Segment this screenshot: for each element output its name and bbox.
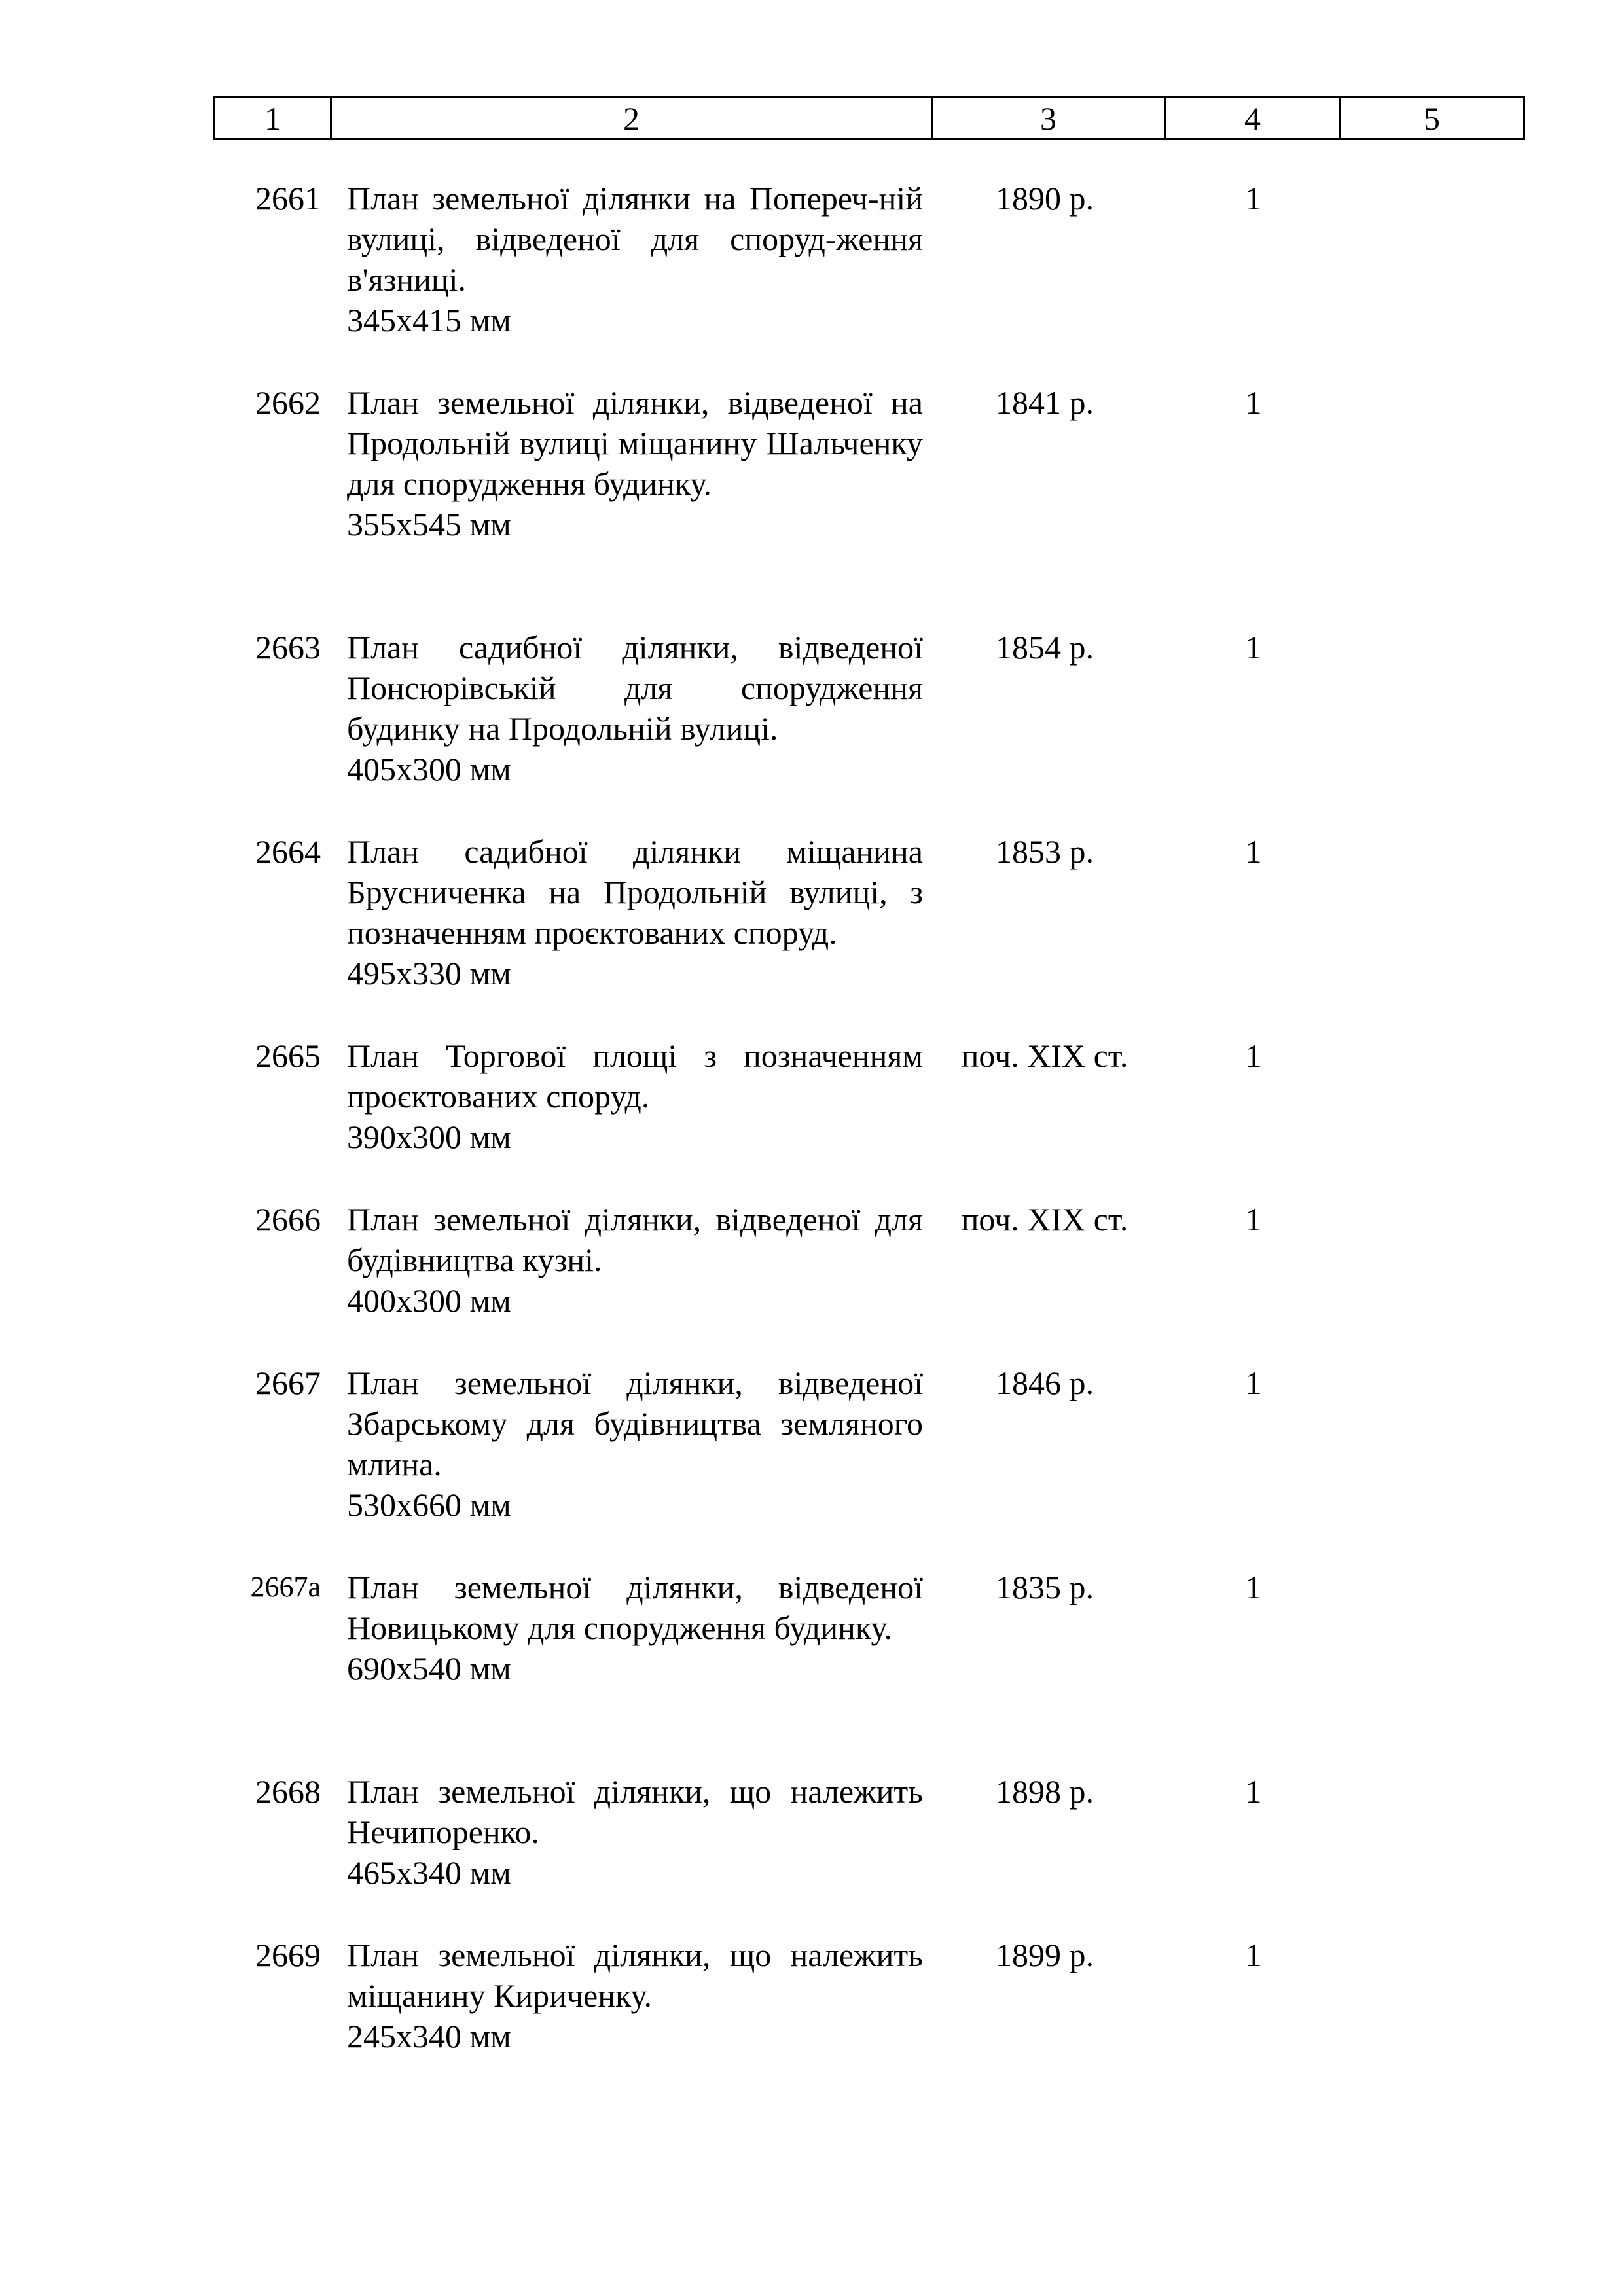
entry-dimensions: 400х300 мм [347, 1282, 511, 1319]
entry-dimensions: 405х300 мм [347, 751, 511, 787]
entry-description-block [347, 1567, 923, 1689]
entry-number: 2669 [255, 1937, 321, 1973]
entry-number: 2664 [255, 833, 321, 870]
entry-description-block [347, 1935, 923, 2056]
entry-description: План садибної ділянки, відведеної Понсюрівській для спорудження будинку на Продольній вулиці. [347, 629, 923, 747]
entry-dimensions: 495х330 мм [347, 955, 511, 992]
entry-description-block [347, 1771, 923, 1893]
column-header-2: 2 [331, 98, 932, 139]
entry-count: 1 [1245, 1773, 1262, 1810]
entry-date: поч. ХІХ ст. [961, 1037, 1128, 1074]
entry-description: План земельної ділянки, що належить міщанину Кириченку. [347, 1937, 923, 2014]
entry-description-block [347, 1363, 923, 1525]
entry-count: 1 [1245, 180, 1262, 217]
entry-number: 2663 [255, 629, 321, 666]
column-header-3: 3 [932, 98, 1165, 139]
entry-number: 2666 [255, 1201, 321, 1238]
entry-description: План земельної ділянки, відведеної Новицькому для спорудження будинку. [347, 1569, 923, 1646]
entry-number: 2662 [255, 384, 321, 421]
entry-dimensions: 345х415 мм [347, 302, 511, 338]
entry-dimensions: 245х340 мм [347, 2018, 511, 2054]
entry-count: 1 [1245, 629, 1262, 666]
entry-description: План Торгової площі з позначенням проєктованих споруд. [347, 1037, 923, 1115]
column-header-table [213, 96, 1525, 140]
column-header-4: 4 [1165, 98, 1341, 139]
entry-dimensions: 390х300 мм [347, 1119, 511, 1155]
entry-count: 1 [1245, 833, 1262, 870]
entry-description-block [347, 627, 923, 789]
entry-date: 1846 р. [996, 1365, 1094, 1401]
column-header-5: 5 [1341, 98, 1524, 139]
entry-description: План земельної ділянки на Попереч-ній вулиці, відведеної для споруд-ження в'язниці. [347, 180, 923, 298]
entry-date: 1841 р. [996, 384, 1094, 421]
entry-count: 1 [1245, 384, 1262, 421]
entry-description-block [347, 1199, 923, 1321]
column-header-row [215, 98, 1524, 139]
column-header-1: 1 [215, 98, 331, 139]
entry-count: 1 [1245, 1201, 1262, 1238]
entry-description: План садибної ділянки міщанина Брусниченка на Продольній вулиці, з позначенням проєктованих споруд. [347, 833, 923, 951]
entry-number: 2667а [250, 1571, 321, 1603]
entry-date: 1835 р. [996, 1569, 1094, 1605]
entry-dimensions: 690х540 мм [347, 1650, 511, 1687]
entry-dimensions: 530х660 мм [347, 1486, 511, 1523]
entry-date: 1898 р. [996, 1773, 1094, 1810]
entry-count: 1 [1245, 1569, 1262, 1605]
entry-number: 2667 [255, 1365, 321, 1401]
entry-date: 1890 р. [996, 180, 1094, 217]
entry-description: План земельної ділянки, відведеної на Продольній вулиці міщанину Шальченку для спорудження будинку. [347, 384, 923, 502]
entry-description: План земельної ділянки, відведеної для будівництва кузні. [347, 1201, 923, 1278]
entry-description: План земельної ділянки, відведеної Збарському для будівництва земляного млина. [347, 1365, 923, 1482]
entry-date: поч. ХІХ ст. [961, 1201, 1128, 1238]
entry-description: План земельної ділянки, що належить Нечипоренко. [347, 1773, 923, 1850]
entry-dimensions: 355х545 мм [347, 506, 511, 543]
entry-date: 1853 р. [996, 833, 1094, 870]
entry-description-block [347, 1035, 923, 1157]
entry-description-block [347, 831, 923, 994]
entry-count: 1 [1245, 1365, 1262, 1401]
entry-count: 1 [1245, 1037, 1262, 1074]
entry-number: 2665 [255, 1037, 321, 1074]
entry-description-block [347, 178, 923, 340]
entry-description-block [347, 382, 923, 545]
entry-count: 1 [1245, 1937, 1262, 1973]
entry-date: 1854 р. [996, 629, 1094, 666]
entry-date: 1899 р. [996, 1937, 1094, 1973]
entry-number: 2668 [255, 1773, 321, 1810]
entry-number: 2661 [255, 180, 321, 217]
entry-dimensions: 465х340 мм [347, 1854, 511, 1891]
